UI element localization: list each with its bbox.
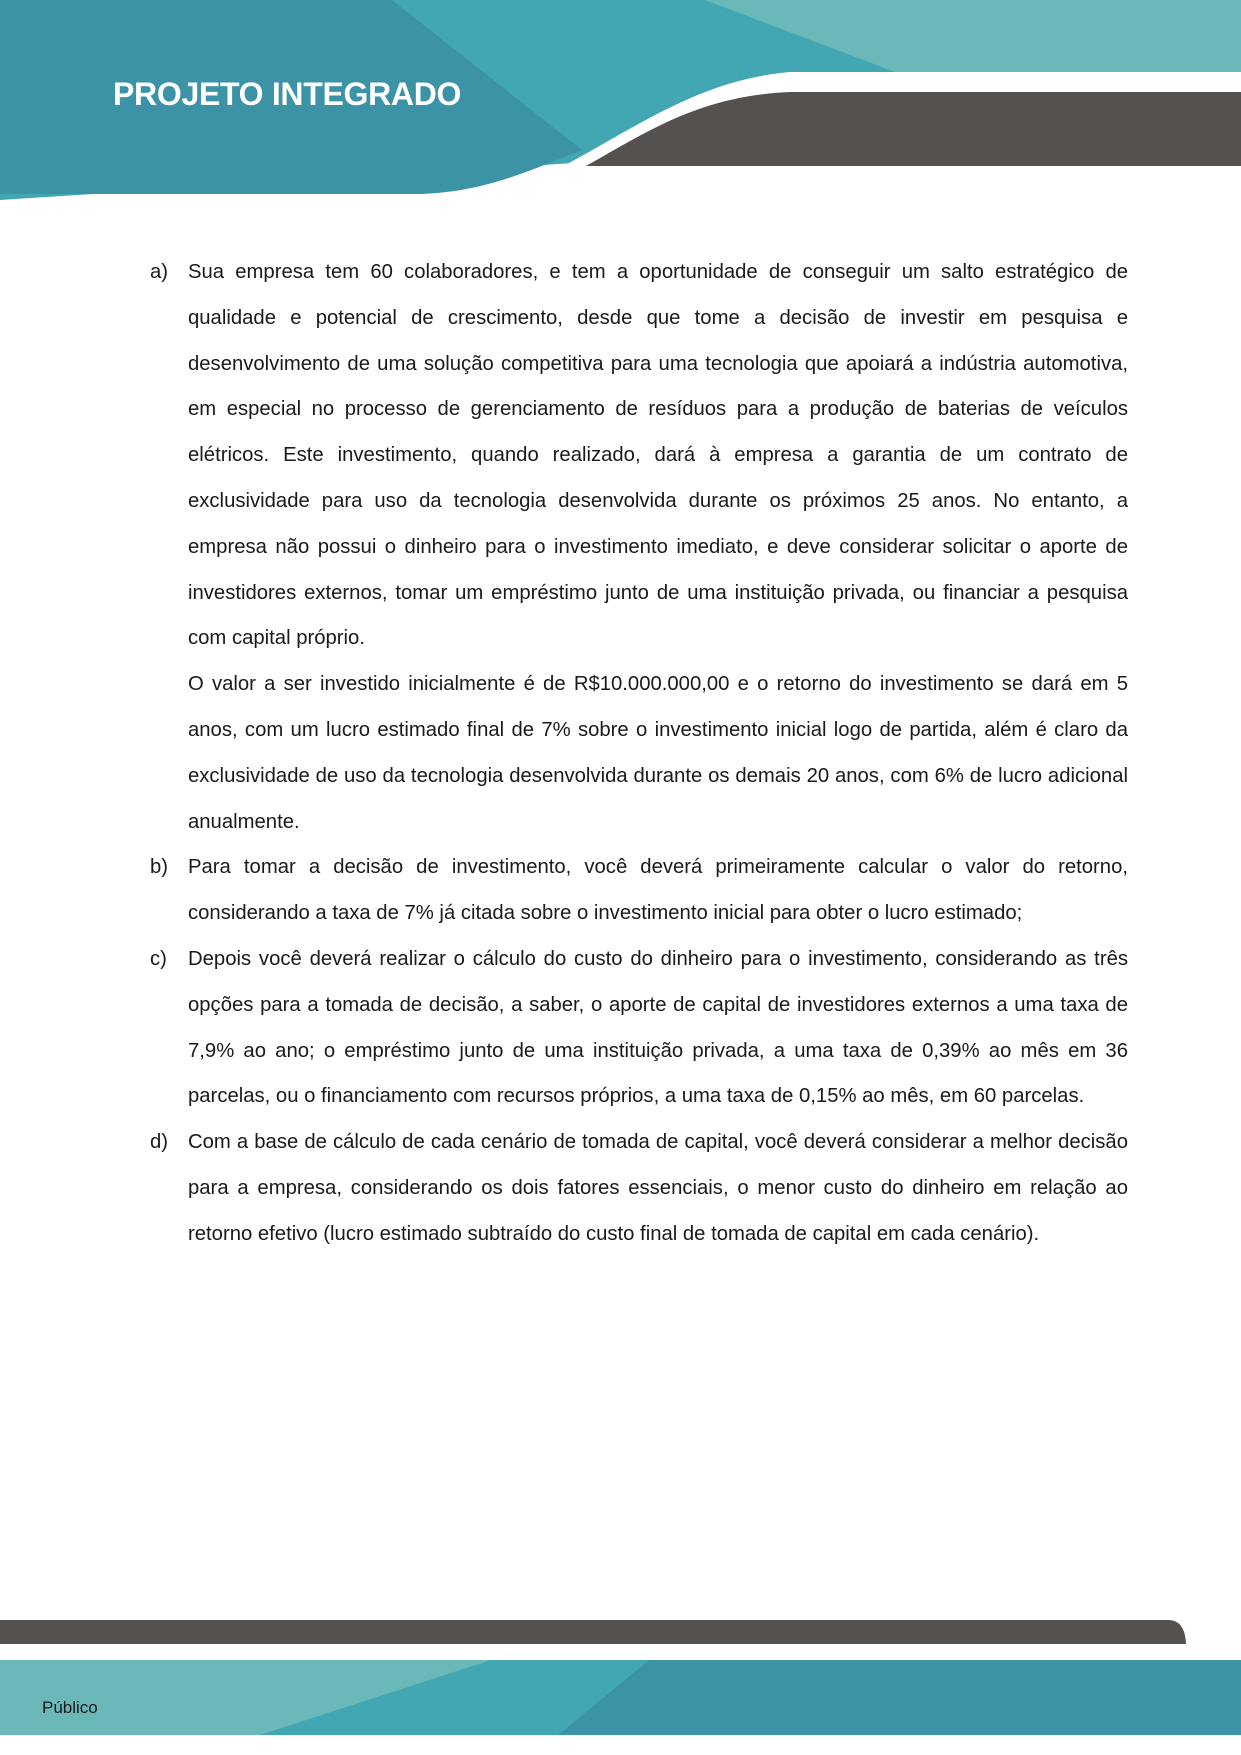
list-item-a: [150, 250, 1128, 845]
list-label: c): [150, 947, 167, 970]
list-label: a): [150, 261, 169, 283]
paragraph: Depois você deverá realizar o cálculo do custo do dinheiro para o investimento, considerando as três opções para a tomada de decisão, a saber, o aporte de capital de investidores externos a uma taxa de 7,9% ao ano; o empréstimo junto de uma instituição privada, a uma taxa de 0,39% ao mês em 36 parcelas, ou o financiamento com recursos próprios, a uma taxa de 0,15% ao mês, em 60 parcelas.: [188, 947, 1128, 1108]
paragraph: O valor a ser investido inicialmente é de R$10.000.000,00 e o retorno do investimento se dará em 5 anos, com um lucro estimado final de 7% sobre o investimento inicial logo de partida, além é claro da exclusividade de uso da tecnologia desenvolvida durante os demais 20 anos, com 6% de lucro adicional anualmente.: [188, 673, 1128, 833]
paragraph: Para tomar a decisão de investimento, você deverá primeiramente calcular o valor do retorno, considerando a taxa de 7% já citada sobre o investimento inicial para obter o lucro estimado;: [188, 856, 1128, 925]
list-label: d): [150, 1131, 169, 1154]
paragraph: Sua empresa tem 60 colaboradores, e tem a oportunidade de conseguir um salto estratégico de qualidade e potencial de crescimento, desde que tome a decisão de investir em pesquisa e desenvolvimento de uma solução competitiva para uma tecnologia que apoiará a indústria automotiva, em especial no processo de gerenciamento de resíduos para a produção de baterias de veículos elétricos. Este investimento, quando realizado, dará à empresa a garantia de um contrato de exclusividade para uso da tecnologia desenvolvida durante os próximos 25 anos. No entanto, a empresa não possui o dinheiro para o investimento imediato, e deve considerar solicitar o aporte de investidores externos, tomar um empréstimo junto de uma instituição privada, ou financiar a pesquisa com capital próprio.: [188, 261, 1128, 650]
footer-shape-dark: [558, 1660, 1241, 1735]
paragraph: Com a base de cálculo de cada cenário de tomada de capital, você deverá considerar a melhor decisão para a empresa, considerando os dois fatores essenciais, o menor custo do dinheiro em relação ao retorno efetivo (lucro estimado subtraído do custo final de tomada de capital em cada cenário).: [188, 1131, 1128, 1245]
list-item-b: [150, 845, 1128, 937]
footer-bar-gray: [0, 1620, 1186, 1644]
footer-banner: [0, 1600, 1241, 1755]
document-body: [150, 250, 1128, 1258]
page-title: PROJETO INTEGRADO: [113, 76, 462, 112]
list-label: b): [150, 856, 169, 879]
classification-label: Público: [42, 1698, 98, 1717]
list-item-c: [150, 937, 1128, 1120]
list-item-d: [150, 1120, 1128, 1257]
